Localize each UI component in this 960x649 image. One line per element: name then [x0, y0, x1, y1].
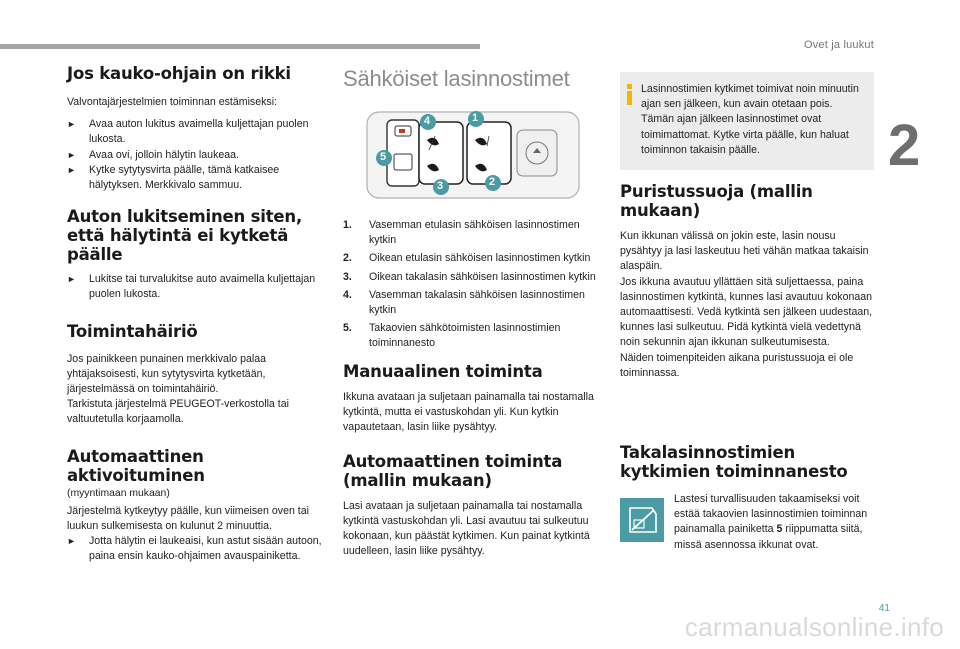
page-number: 41 — [878, 603, 890, 614]
rear-lock-text: Lastesi turvallisuuden takaamiseksi voit estää takaovien lasinnostimien toiminnan painamalla painiketta 5 riippumatta siitä, missä asennossa ikkunat ovat. — [674, 493, 868, 551]
heading-manual-operation: Manuaalinen toiminta — [343, 362, 543, 381]
list-item: 5. Takaovien sähkötoimisten lasinnostimien toiminnanesto — [343, 322, 561, 349]
auto-activation-text: Järjestelmä kytkeytyy päälle, kun viimeisen oven tai luukun sulkemisesta on kulunut 2 minuuttia. — [67, 504, 309, 533]
heading-malfunction: Toimintahäiriö — [67, 321, 198, 341]
auto-operation-text: Lasi avataan ja suljetaan painamalla tai nostamalla kytkintä vastuskohdan yli. Lasi avautuu tai sulkeutuu kokonaan, kun päästät kytkimen. Kun painat kytkintä uudelleen, lasin liike pysähtyy. — [343, 499, 590, 558]
list-item: ► Avaa auton lukitus avaimella kuljettajan puolen lukosta. — [67, 118, 309, 146]
callout-label: 4 — [424, 115, 431, 127]
list-item: 1. Vasemman etulasin sähköisen lasinnostimen kytkin — [343, 219, 580, 246]
list-item: ► Jotta hälytin ei laukeaisi, kun astut sisään autoon, paina ensin kauko-ohjaimen avauspainiketta. — [67, 535, 322, 563]
list-item: ► Avaa ovi, jolloin hälytin laukeaa. — [67, 148, 239, 161]
bullet-list — [67, 534, 324, 564]
rear-lock-block — [620, 492, 874, 572]
heading-anti-pinch: Puristussuoja (mallin mukaan) — [620, 182, 813, 221]
callout-label: 5 — [380, 151, 387, 163]
callout-label: 3 — [437, 180, 444, 192]
column-middle — [343, 64, 598, 559]
list-item: ► Kytke sytytysvirta päälle, tämä katkaisee hälytyksen. Merkkivalo sammuu. — [67, 163, 280, 192]
callout-label: 2 — [489, 176, 496, 188]
heading-auto-activation: Automaattinen aktivoituminen — [67, 446, 205, 485]
figure-callouts — [343, 64, 598, 244]
child-lock-icon — [620, 498, 664, 542]
info-box — [620, 72, 874, 170]
manual-operation-text: Ikkuna avataan ja suljetaan painamalla tai nostamalla kytkintä, mutta ei vastuskohdan yli. Kun kytkin vapautetaan, lasin liike pysähtyy. — [343, 391, 594, 434]
market-note: (myyntimaan mukaan) — [67, 487, 170, 499]
info-text: Lasinnostimien kytkimet toimivat noin minuutin ajan sen jälkeen, kun avain otetaan pois. Tämän ajan jälkeen lasinnostimet ovat toimimattomat. Kytke virta päälle, kun haluat toiminnon takaisin päälle. — [641, 83, 859, 156]
callout-label: 1 — [472, 112, 479, 124]
heading-remote-broken: Jos kauko-ohjain on rikki — [67, 64, 291, 83]
heading-rear-lock: Takalasinnostimien kytkimien toiminnanesto — [620, 443, 848, 482]
section-title: Ovet ja luukut — [803, 39, 874, 51]
header-rule — [0, 44, 480, 49]
intro-text: Valvontajärjestelmien toiminnan estämiseksi: — [67, 96, 278, 108]
switch-legend-list — [343, 218, 598, 350]
heading-auto-operation: Automaattinen toiminta (mallin mukaan) — [343, 451, 563, 490]
heading-power-windows: Sähköiset lasinnostimet — [343, 66, 570, 91]
heading-lock-without-alarm: Auton lukitseminen siten, että hälytintä ei kytketä päälle — [67, 207, 303, 265]
watermark: carmanualsonline.info — [684, 612, 944, 642]
list-item: 4. Vasemman takalasin sähköisen lasinnostimen kytkin — [343, 289, 585, 316]
list-item: ► Lukitse tai turvalukitse auto avaimella kuljettajan puolen lukosta. — [67, 273, 316, 301]
column-right — [620, 72, 874, 572]
column-left — [67, 64, 324, 565]
malfunction-text: Jos painikkeen punainen merkkivalo palaa yhtäjaksoisesti, kun sytytysvirta kytketään, järjestelmässä on toimintahäiriö. Tarkistuta järjestelmä PEUGEOT-verkostolla tai valtuutetulla korjaamolla. — [67, 352, 289, 426]
list-item: 2. Oikean etulasin sähköisen lasinnostimen kytkin — [343, 252, 591, 264]
info-icon — [625, 84, 635, 106]
list-item: 3. Oikean takalasin sähköisen lasinnostimen kytkin — [343, 270, 596, 283]
chapter-number: 2 — [888, 113, 921, 178]
bullet-list — [67, 272, 324, 302]
anti-pinch-text: Kun ikkunan välissä on jokin este, lasin nousu pysähtyy ja lasi laskeutuu heti vähän matkaa takaisin alaspäin. Jos ikkuna avautuu yllättäen sitä suljettaessa, paina lasinnostimen kytkintä, kunnes lasi avautuu kokonaan automaattisesti. Vedä kytkintä sen jälkeen uudestaan, kunnes lasi sulkeutuu. Pidä kytkintä vielä vedettynä noin sekunnin ajan ikkunan sulkeutumisesta. Näiden toimenpiteiden aikana puristussuoja ei ole toiminnassa. — [620, 230, 873, 379]
bullet-list — [67, 117, 324, 193]
